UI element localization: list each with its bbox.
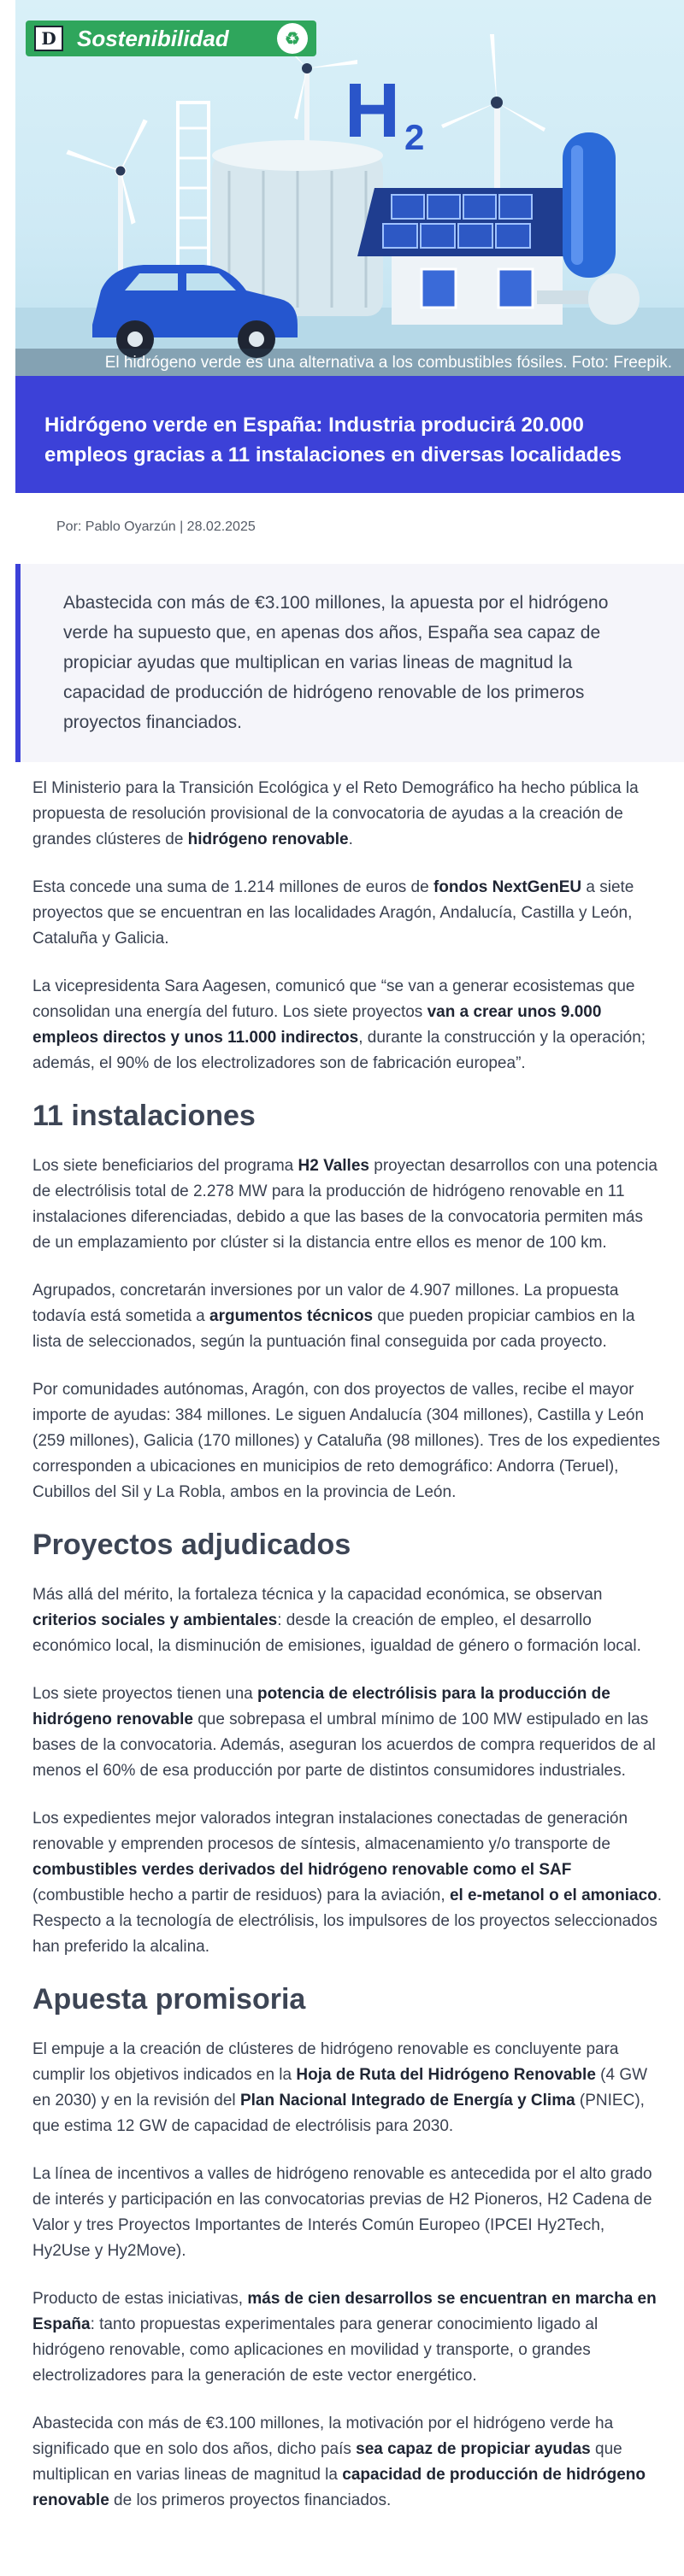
paragraph: Por comunidades autónomas, Aragón, con dos proyectos de valles, recibe el mayor importe de ayudas: 384 millones. Le siguen Andalucía (304 millones), Castilla y León (259 millones), Galicia (170 millones) y Cataluña (98 millones). Tres de los expedientes corresponden a ubicaciones en municipios de reto demográfico: Andorra (Teruel), Cubillos del Sil y La Robla, ambos en la provincia de León. [32, 1381, 660, 1501]
paragraph: Los siete beneficiarios del programa H2 Valles proyectan desarrollos con una potencia de electrólisis total de 2.278 MW para la producción de hidrógeno renovable en 11 instalaciones diferenciadas, debido a que las bases de la convocatoria permiten más de un emplazamiento por clúster si la distancia entre ellos es menor de 100 km. [32, 1157, 657, 1252]
paragraph: Agrupados, concretarán inversiones por un valor de 4.907 millones. La propuesta todavía está sometida a argumentos técnicos que pueden propiciar cambios en la lista de seleccionados, según la puntuación final conseguida por cada proyecto. [32, 1282, 635, 1351]
section-heading-instalaciones: 11 instalaciones [32, 1100, 256, 1132]
h2-label: H [345, 68, 400, 154]
svg-text:2: 2 [404, 117, 425, 157]
hydrogen-illustration [15, 0, 684, 376]
section-heading-apuesta: Apuesta promisoria [32, 1983, 306, 2016]
paragraph: Más allá del mérito, la fortaleza técnica y la capacidad económica, se observan criterios sociales y ambientales: desde la creación de empleo, el desarrollo económico local, la disminución de emisiones, igualdad de género o formación local. [32, 1586, 641, 1655]
paragraph: Producto de estas iniciativas, más de cien desarrollos se encuentran en marcha en España: tanto propuestas experimentales para generar conocimiento ligado al hidrógeno renovable, como aplicaciones en movilidad y transporte, o grandes electrolizadores para la generación de este vector energético. [32, 2290, 657, 2385]
paragraph: Los siete proyectos tienen una potencia de electrólisis para la producción de hidrógeno renovable que sobrepasa el umbral mínimo de 100 MW estipulado en las bases de la convocatoria. Además, aseguran los acuerdos de compra requeridos de al menos el 60% de esa producción por parte de distintos consumidores industriales. [32, 1685, 656, 1780]
paragraph: El empuje a la creación de clústeres de hidrógeno renovable es concluyente para cumplir los objetivos indicados en la Hoja de Ruta del Hidrógeno Renovable (4 GW en 2030) y en la revisión del Plan Nacional Integrado de Energía y Clima (PNIEC), que estima 12 GW de capacidad de electrólisis para 2030. [32, 2040, 648, 2135]
site-logo[interactable]: D [34, 26, 63, 51]
image-caption: El hidrógeno verde es una alternativa a los combustibles fósiles. Foto: Freepik. [15, 349, 684, 376]
paragraph: Esta concede una suma de 1.214 millones de euros de fondos NextGenEU a siete proyectos que se encuentran en las localidades Aragón, Andalucía, Castilla y León, Cataluña y Galicia. [32, 878, 634, 948]
paragraph: Abastecida con más de €3.100 millones, la motivación por el hidrógeno verde ha significado que en solo dos años, dicho país sea capaz de propiciar ayudas que multiplican en varias lineas de magnitud la capacidad de producción de hidrógeno renovable de los primeros proyectos financiados. [32, 2415, 646, 2509]
section-name[interactable]: Sostenibilidad [77, 25, 229, 51]
section-heading-proyectos: Proyectos adjudicados [32, 1529, 351, 1561]
article-body [32, 776, 665, 2536]
sustainability-icon: ♻ [277, 23, 308, 54]
lead-quote: Abastecida con más de €3.100 millones, la apuesta por el hidrógeno verde ha supuesto que, en apenas dos años, España sea capaz de propiciar ayudas que multiplican en varias lineas de magnitud la capacidad de producción de hidrógeno renovable de los primeros proyectos financiados. [15, 564, 684, 762]
article-headline: Hidrógeno verde en España: Industria producirá 20.000 empleos gracias a 11 instalaciones en diversas localidades [44, 414, 622, 466]
paragraph: El Ministerio para la Transición Ecológica y el Reto Demográfico ha hecho pública la propuesta de resolución provisional de la convocatoria de ayudas a la creación de grandes clústeres de hidrógeno renovable. [32, 779, 639, 848]
headline-box [15, 376, 684, 493]
paragraph: La línea de incentivos a valles de hidrógeno renovable es antecedida por el alto grado de interés y participación en las convocatorias previas de H2 Pioneros, H2 Cadena de Valor y tres Proyectos Importantes de Interés Común Europeo (IPCEI Hy2Tech, Hy2Use y Hy2Move). [32, 2165, 652, 2260]
paragraph: Los expedientes mejor valorados integran instalaciones conectadas de generación renovable y emprenden procesos de síntesis, almacenamiento y/o transporte de combustibles verdes derivados del hidrógeno renovable como el SAF (combustible hecho a partir de residuos) para la aviación, el e-metanol o el amoniaco. Respecto a la tecnología de electrólisis, los impulsores de los proyectos seleccionados han preferido la alcalina. [32, 1810, 663, 1956]
hero-image [15, 0, 684, 376]
paragraph: La vicepresidenta Sara Aagesen, comunicó que “se van a generar ecosistemas que consolidan una energía del futuro. Los siete proyectos van a crear unos 9.000 empleos directos y unos 11.000 indirectos, durante la construcción y la operación; además, el 90% de los electrolizadores son de fabricación europea”. [32, 977, 646, 1072]
byline: Por: Pablo Oyarzún | 28.02.2025 [56, 519, 256, 534]
brand-banner[interactable] [26, 21, 316, 56]
